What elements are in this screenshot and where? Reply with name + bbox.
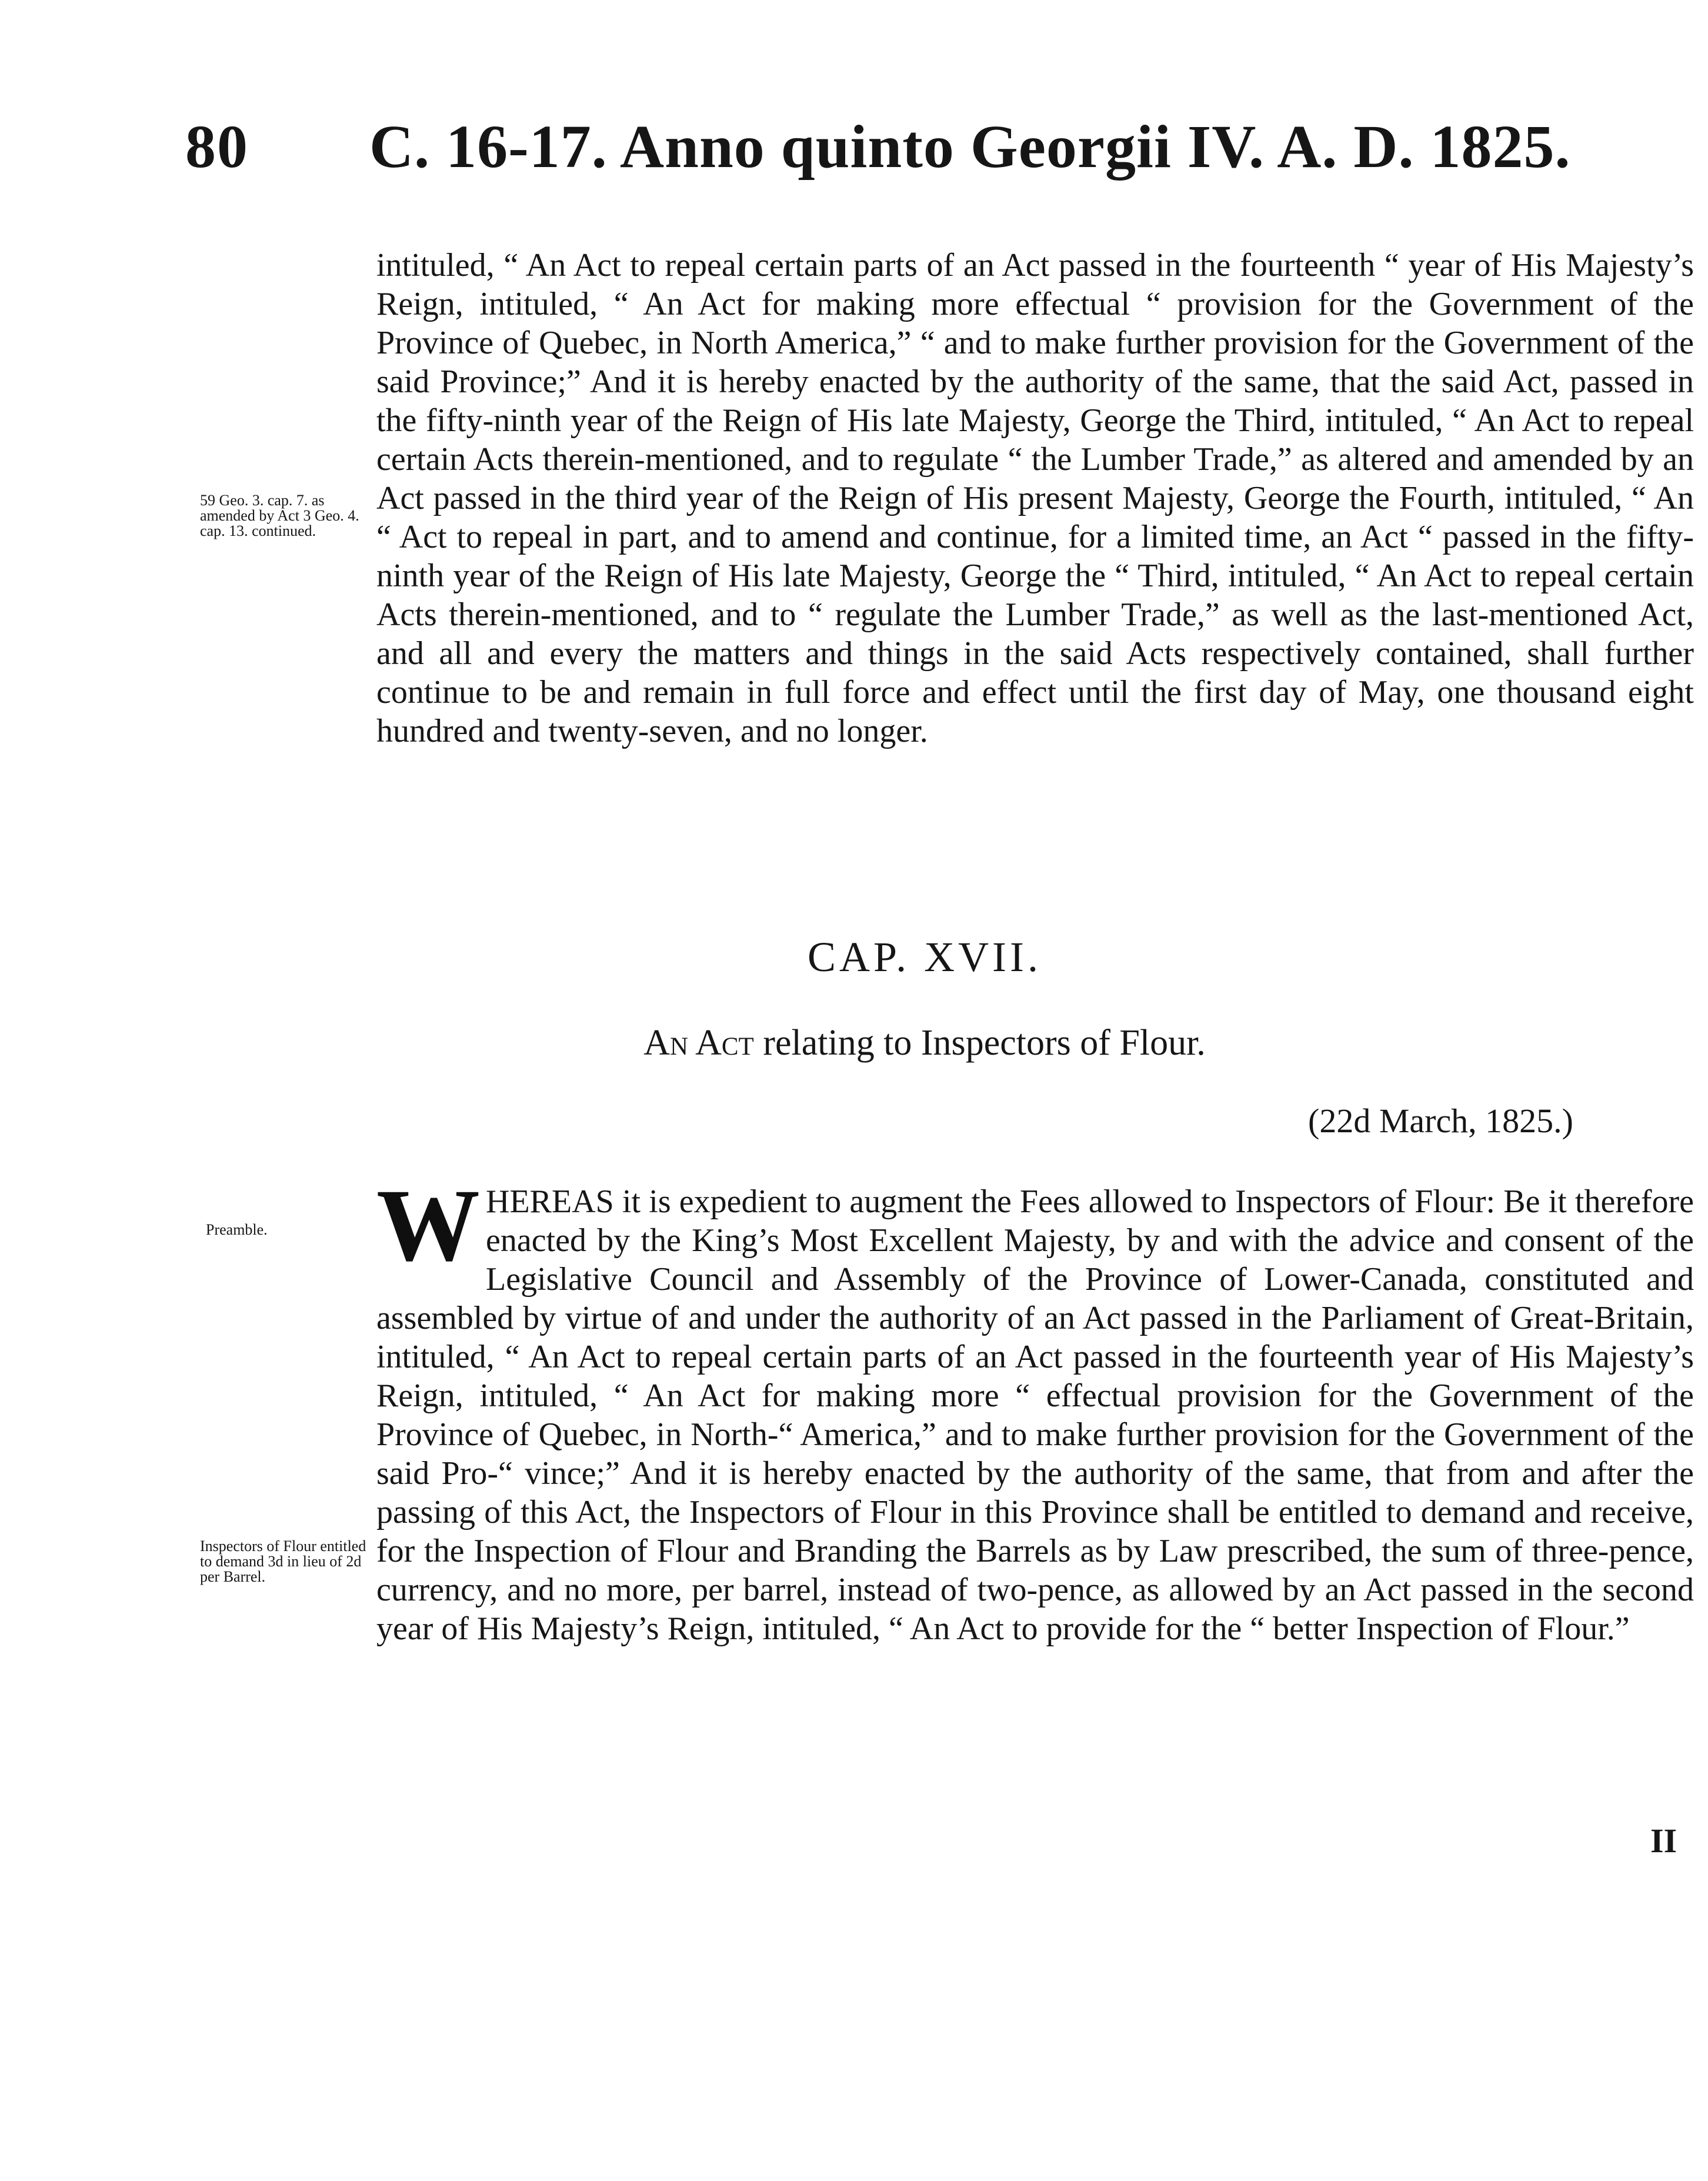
chapter-heading: [0, 933, 1708, 982]
page-header: [0, 112, 1708, 200]
catchword: II: [1650, 1822, 1677, 1860]
preamble-text: HEREAS it is expedient to augment the Fees allowed to Inspectors of Flour: Be it therefore enacted by the King’s Most Excellent Majesty, by and with the advice and consent of the Legislative Council and Assembly of the Province of Lower-Canada, constituted and assembled by virtue of and under the authority of an Act passed in the Parliament of Great-Britain, intituled, “ An Act to repeal certain parts of an Act passed in the fourteenth year of His Majesty’s Reign, intituled, “ An Act for making more “ effectual provision for the Government of the Province of Quebec, in North-“ America,” and to make further provision for the Government of the said Pro-“ vince;” And it is hereby enacted by the authority of the same, that from and after the passing of this Act, the Inspectors of Flour in this Province shall be entitled to demand and receive, for the Inspection of Flour and Branding the Barrels as by Law prescribed, the sum of three-pence, currency, and no more, per barrel, instead of two-pence, as allowed by an Act passed in the second year of His Majesty’s Reign, intituled, “ An Act to provide for the “ better Inspection of Flour.”: [376, 1183, 1694, 1647]
sidenote-inspectors-fees: Inspectors of Flour entitled to demand 3d in lieu of 2d per Barrel.: [200, 1538, 366, 1585]
sidenote-continued-acts: 59 Geo. 3. cap. 7. as amended by Act 3 Geo. 4. cap. 13. continued.: [200, 492, 359, 539]
act-title-rest: relating to Inspectors of Flour.: [753, 1023, 1206, 1063]
continuation-paragraph: [376, 246, 1694, 881]
act-title: [0, 1022, 1708, 1064]
drop-cap: W: [376, 1168, 480, 1283]
sidenote-preamble: Preamble.: [206, 1221, 268, 1238]
act-title-line: [643, 1023, 1206, 1063]
preamble-text-container: [376, 1168, 1694, 1648]
preamble-paragraph: [376, 1168, 1694, 1847]
act-title-prefix: An Act: [643, 1023, 754, 1063]
continuation-text: intituled, “ An Act to repeal certain parts of an Act passed in the fourteenth “ year of His Majesty’s Reign, intituled, “ An Act for making more effectual “ provision for the Government of the Province of Quebec, in North America,” “ and to make further provision for the Government of the said Province;” And it is hereby enacted by the authority of the same, that the said Act, passed in the fifty-ninth year of the Reign of His late Majesty, George the Third, intituled, “ An Act to repeal certain Acts therein-mentioned, and to regulate “ the Lumber Trade,” as altered and amended by an Act passed in the third year of the Reign of His present Majesty, George the Fourth, intituled, “ An “ Act to repeal in part, and to amend and continue, for a limited time, an Act “ passed in the fifty-ninth year of the Reign of His late Majesty, George the “ Third, intituled, “ An Act to repeal certain Acts therein-mentioned, and to “ regulate the Lumber Trade,” as well as the last-mentioned Act, and all and every the matters and things in the said Acts respectively contained, shall further continue to be and remain in full force and effect until the first day of May, one thousand eight hundred and twenty-seven, and no longer.: [376, 247, 1694, 749]
running-title: C. 16-17. Anno quinto Georgii IV. A. D. 1825.: [369, 113, 1571, 181]
chapter-heading-text: CAP. XVII.: [807, 933, 1042, 981]
act-date: (22d March, 1825.): [1308, 1102, 1574, 1140]
page-number: 80: [185, 113, 249, 181]
